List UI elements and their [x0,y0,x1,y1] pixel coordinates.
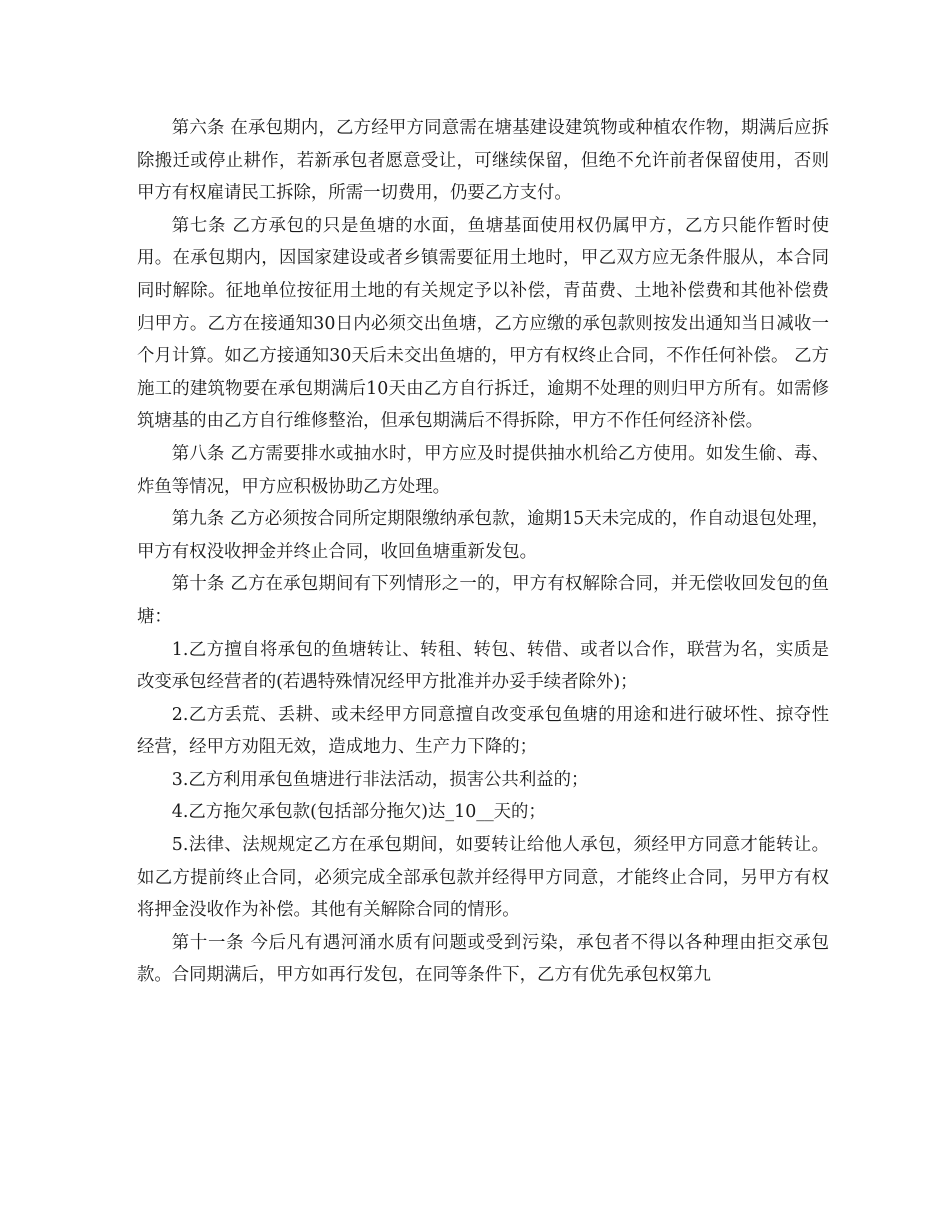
article-7-paragraph: 第七条 乙方承包的只是鱼塘的水面，鱼塘基面使用权仍属甲方，乙方只能作暂时使用。在承包期内，因国家建设或者乡镇需要征用土地时，甲乙双方应无条件服从，本合同同时解除。征地单位按征用土地的有关规定予以补偿，青苗费、土地补偿费和其他补偿费归甲方。乙方在接通知30日内必须交出鱼塘，乙方应缴的承包款则按发出通知当日减收一个月计算。如乙方接通知30天后未交出鱼塘的，甲方有权终止合同，不作任何补偿。 乙方施工的建筑物要在承包期满后10天由乙方自行拆迁，逾期不处理的则归甲方所有。如需修筑塘基的由乙方自行维修整治，但承包期满后不得拆除，甲方不作任何经济补偿。 [137,215,829,432]
article-10-item-2: 2.乙方丢荒、丢耕、或未经甲方同意擅自改变承包鱼塘的用途和进行破坏性、掠夺性经营，经甲方劝阻无效，造成地力、生产力下降的； [137,704,829,758]
article-9-paragraph: 第九条 乙方必须按合同所定期限缴纳承包款，逾期15天未完成的，作自动退包处理，甲方有权没收押金并终止合同，收回鱼塘重新发包。 [137,509,829,562]
article-10-item-4: 4.乙方拖欠承包款(包括部分拖欠)达_10__天的； [171,802,546,823]
article-8-paragraph: 第八条 乙方需要排水或抽水时，甲方应及时提供抽水机给乙方使用。如发生偷、毒、炸鱼等情况，甲方应积极协助乙方处理。 [137,443,829,497]
article-10-item-1: 1.乙方擅自将承包的鱼塘转让、转租、转包、转借、或者以合作，联营为名，实质是改变承包经营者的(若遇特殊情况经甲方批准并办妥手续者除外)； [137,639,829,693]
article-10-item-5: 5.法律、法规规定乙方在承包期间，如要转让给他人承包，须经甲方同意才能转让。如乙方提前终止合同，必须完成全部承包款并经得甲方同意，才能终止合同，另甲方有权将押金没收作为补偿。其他有关解除合同的情形。 [137,835,829,921]
article-10-item-3: 3.乙方利用承包鱼塘进行非法活动，损害公共利益的； [171,769,589,790]
document-page [137,112,829,992]
article-10-paragraph: 第十条 乙方在承包期间有下列情形之一的，甲方有权解除合同，并无偿收回发包的鱼塘： [137,574,829,627]
article-6-paragraph: 第六条 在承包期内，乙方经甲方同意需在塘基建设建筑物或种植农作物，期满后应拆除搬迁或停止耕作，若新承包者愿意受让，可继续保留，但绝不允许前者保留使用，否则甲方有权雇请民工拆除，所需一切费用，仍要乙方支付。 [137,118,829,204]
article-11-paragraph: 第十一条 今后凡有遇河涌水质有问题或受到污染，承包者不得以各种理由拒交承包款。合同期满后，甲方如再行发包，在同等条件下，乙方有优先承包权第九 [137,932,829,986]
